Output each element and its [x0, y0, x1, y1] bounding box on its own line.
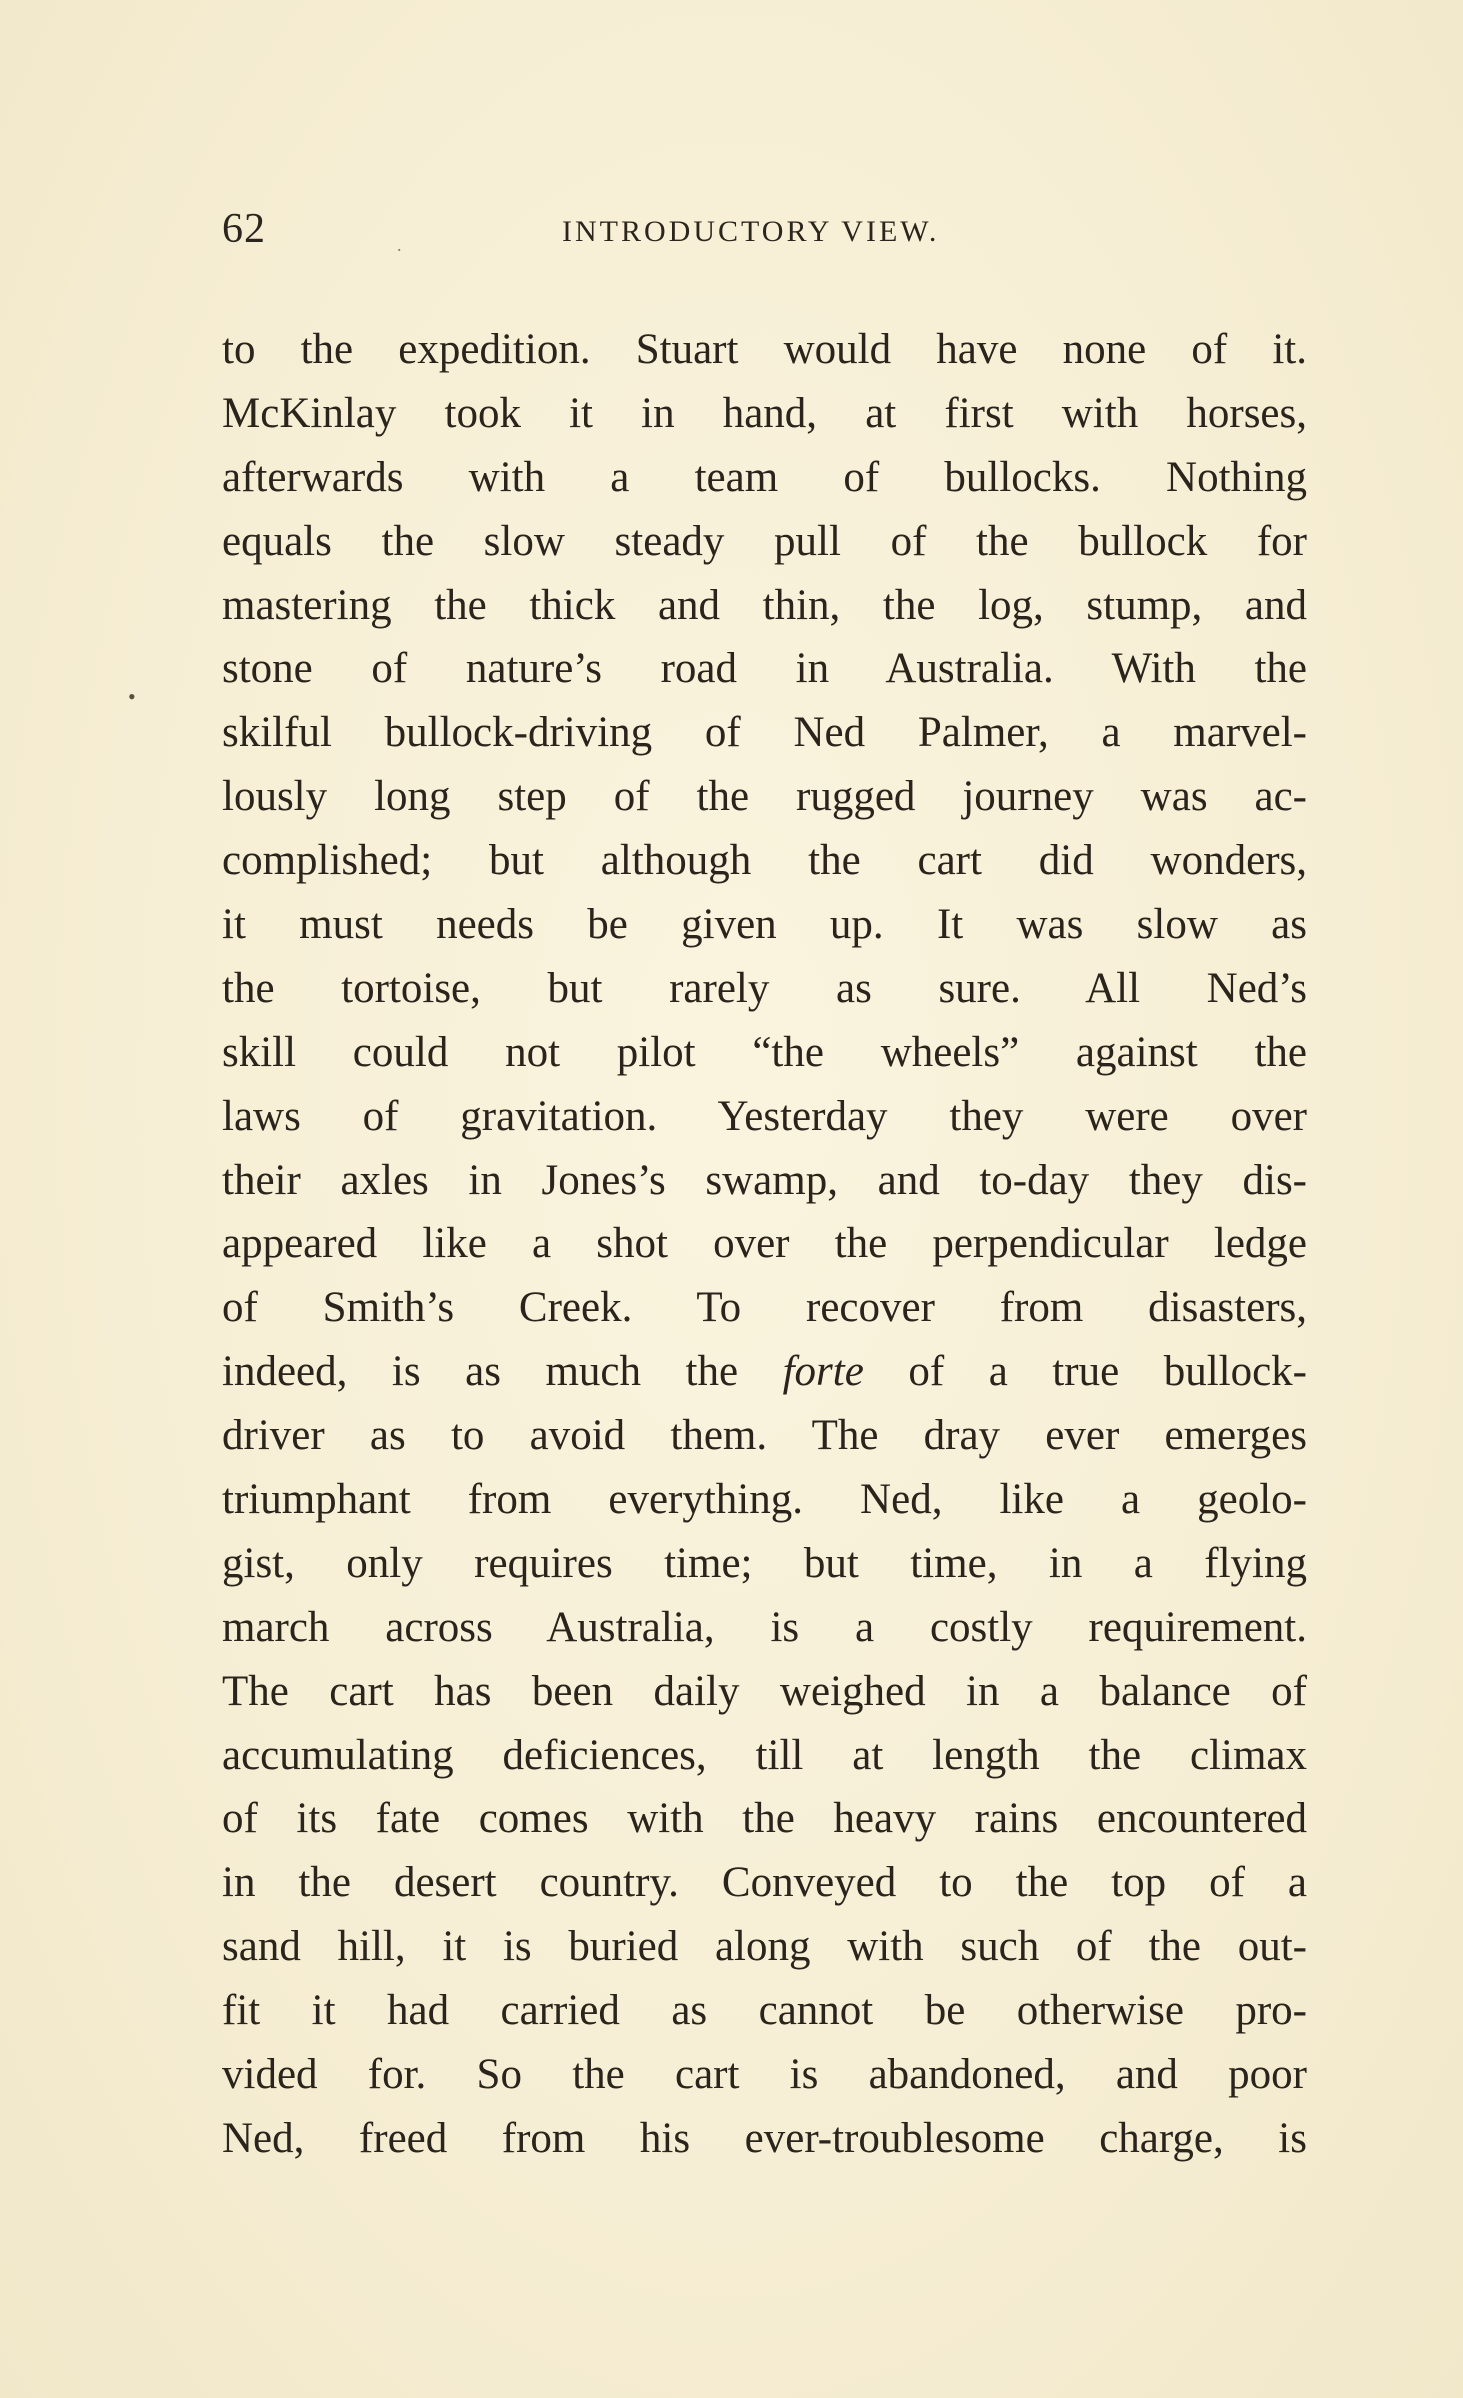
text-line: vided for. So the cart is abandoned, and poor [222, 2051, 1307, 2099]
text-line: the tortoise, but rarely as sure. All Ned’s [222, 964, 1307, 1012]
text-line: stone of nature’s road in Australia. With the [222, 645, 1307, 693]
text-line: of its fate comes with the heavy rains encountered [222, 1795, 1307, 1843]
page-header [222, 205, 1307, 265]
text-line: The cart has been daily weighed in a balance of [222, 1667, 1307, 1715]
text-line: skill could not pilot “the wheels” against the [222, 1028, 1307, 1076]
running-head: INTRODUCTORY VIEW. [562, 215, 940, 248]
text-line: laws of gravitation. Yesterday they were over [222, 1092, 1307, 1140]
text-line: accumulating deficiences, till at length the climax [222, 1731, 1307, 1779]
text-line-with-italic [222, 1340, 1307, 1404]
italic-word: forte [782, 1348, 864, 1396]
text-line: mastering the thick and thin, the log, stump, and [222, 581, 1307, 629]
page-number: 62 [222, 206, 266, 252]
text-line: fit it had carried as cannot be otherwise pro- [222, 1987, 1307, 2035]
text-line: appeared like a shot over the perpendicular ledge [222, 1220, 1307, 1268]
text-line: lously long step of the rugged journey was ac- [222, 773, 1307, 821]
text-line: equals the slow steady pull of the bullock for [222, 517, 1307, 565]
margin-mark: • [128, 684, 136, 709]
text-line: to the expedition. Stuart would have none of it. [222, 326, 1307, 373]
text-line: it must needs be given up. It was slow as [222, 901, 1307, 949]
text-fragment: of a true bullock- [863, 1348, 1307, 1396]
text-line: Ned, freed from his ever-troublesome charge, is [222, 2114, 1307, 2162]
text-line: of Smith’s Creek. To recover from disasters, [222, 1284, 1307, 1332]
text-line: sand hill, it is buried along with such of the out- [222, 1923, 1307, 1971]
header-speck: . [397, 235, 402, 255]
text-line: afterwards with a team of bullocks. Nothing [222, 453, 1307, 501]
text-line: driver as to avoid them. The dray ever emerges [222, 1412, 1307, 1460]
body-text [222, 318, 1307, 2171]
text-line: triumphant from everything. Ned, like a geolo- [222, 1476, 1307, 1524]
text-line: McKinlay took it in hand, at first with horses, [222, 389, 1307, 437]
text-line: in the desert country. Conveyed to the top of a [222, 1859, 1307, 1907]
text-line: gist, only requires time; but time, in a flying [222, 1539, 1307, 1587]
text-line: their axles in Jones’s swamp, and to-day they dis- [222, 1156, 1307, 1204]
text-line: march across Australia, is a costly requirement. [222, 1603, 1307, 1651]
text-fragment: indeed, is as much the [222, 1348, 783, 1396]
text-line: complished; but although the cart did wonders, [222, 837, 1307, 885]
text-line: skilful bullock-driving of Ned Palmer, a marvel- [222, 709, 1307, 757]
